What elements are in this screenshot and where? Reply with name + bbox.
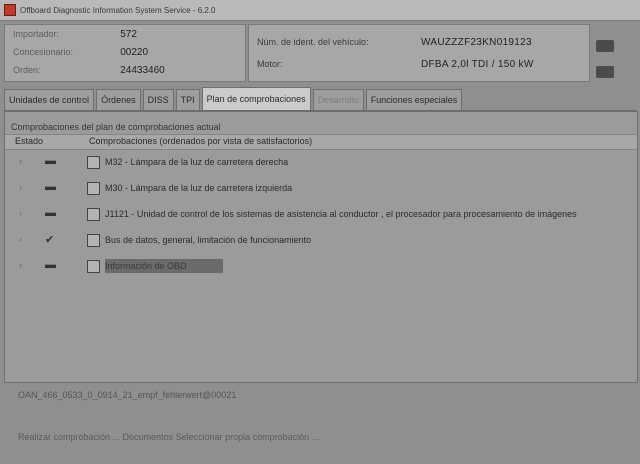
status-check-icon: ✔ bbox=[45, 234, 55, 246]
status-bar: Realizar comprobación ... Documentos Seleccionar propia comprobación ... bbox=[18, 432, 320, 442]
expand-arrow-icon[interactable]: › bbox=[19, 182, 22, 192]
expand-arrow-icon[interactable]: › bbox=[19, 234, 22, 244]
check-label: M30 - Lámpara de la luz de carretera izquierda bbox=[105, 183, 293, 193]
tab-ordenes[interactable]: Órdenes bbox=[96, 89, 141, 110]
engine-row bbox=[249, 53, 589, 75]
check-label: Información de OBD bbox=[105, 259, 223, 273]
dealer-row bbox=[5, 43, 245, 61]
expand-arrow-icon[interactable]: › bbox=[19, 208, 22, 218]
tab-unidades-de-control[interactable]: Unidades de control bbox=[4, 89, 94, 110]
section-title: Comprobaciones del plan de comprobaciones actual bbox=[11, 122, 221, 132]
check-row[interactable] bbox=[5, 152, 637, 174]
checkbox[interactable] bbox=[87, 182, 100, 195]
status-dash-icon: ▬ bbox=[45, 155, 56, 167]
tab-desarrollo[interactable]: Desarrollo bbox=[313, 89, 364, 110]
order-row bbox=[5, 61, 245, 79]
checkbox[interactable] bbox=[87, 260, 100, 273]
check-row[interactable] bbox=[5, 204, 637, 226]
tab-diss[interactable]: DISS bbox=[143, 89, 174, 110]
dealer-label: Concesionario: bbox=[13, 47, 74, 57]
signal-icon[interactable] bbox=[596, 40, 614, 52]
check-label: Bus de datos, general, limitación de funcionamiento bbox=[105, 235, 312, 245]
vehicle-info-panel bbox=[248, 24, 590, 82]
dealer-info-panel bbox=[4, 24, 246, 82]
test-plan-panel bbox=[4, 111, 638, 383]
vin-label: Núm. de ident. del vehículo: bbox=[257, 37, 369, 47]
odis-app-icon bbox=[4, 4, 16, 16]
checkbox[interactable] bbox=[87, 156, 100, 169]
order-label: Orden: bbox=[13, 65, 41, 75]
check-row[interactable] bbox=[5, 178, 637, 200]
log-line: OAN_466_0533_0_0914_21_empf_fehlerwert@00021 bbox=[18, 390, 237, 400]
engine-label: Motor: bbox=[257, 59, 283, 69]
check-label: M32 - Lámpara de la luz de carretera derecha bbox=[105, 157, 289, 167]
tab-tpi[interactable]: TPI bbox=[176, 89, 200, 110]
tab-funciones-especiales[interactable]: Funciones especiales bbox=[366, 89, 463, 110]
expand-arrow-icon[interactable]: › bbox=[19, 156, 22, 166]
engine-value: DFBA 2,0l TDI / 150 kW bbox=[421, 58, 534, 70]
dealer-value: 00220 bbox=[120, 46, 149, 58]
status-dash-icon: ▬ bbox=[45, 181, 56, 193]
status-dash-icon: ▬ bbox=[45, 207, 56, 219]
importer-label: Importador: bbox=[13, 29, 60, 39]
importer-row bbox=[5, 25, 245, 43]
window-title: Offboard Diagnostic Information System Service - 6.2.0 bbox=[20, 5, 216, 15]
battery-icon[interactable] bbox=[596, 66, 614, 78]
importer-value: 572 bbox=[120, 28, 137, 40]
vin-value: WAUZZZF23KN019123 bbox=[421, 36, 532, 48]
column-header bbox=[5, 134, 637, 150]
order-value: 24433460 bbox=[120, 64, 165, 76]
status-column-header[interactable]: Estado bbox=[15, 136, 44, 146]
vin-row bbox=[249, 31, 589, 53]
checks-column-header[interactable]: Comprobaciones (ordenados por vista de satisfactorios) bbox=[89, 136, 313, 146]
check-row[interactable] bbox=[5, 230, 637, 252]
checkbox[interactable] bbox=[87, 208, 100, 221]
check-label: J1121 - Unidad de control de los sistemas de asistencia al conductor , el procesador para procesamiento de imágenes bbox=[105, 209, 577, 219]
title-bar bbox=[0, 0, 640, 21]
status-icons bbox=[590, 40, 630, 92]
checkbox[interactable] bbox=[87, 234, 100, 247]
main-tabs bbox=[4, 88, 636, 111]
check-row-selected[interactable] bbox=[5, 256, 637, 278]
status-dash-icon: ▬ bbox=[45, 259, 56, 271]
tab-plan-de-comprobaciones[interactable]: Plan de comprobaciones bbox=[202, 87, 311, 110]
expand-arrow-icon[interactable]: › bbox=[19, 260, 22, 270]
